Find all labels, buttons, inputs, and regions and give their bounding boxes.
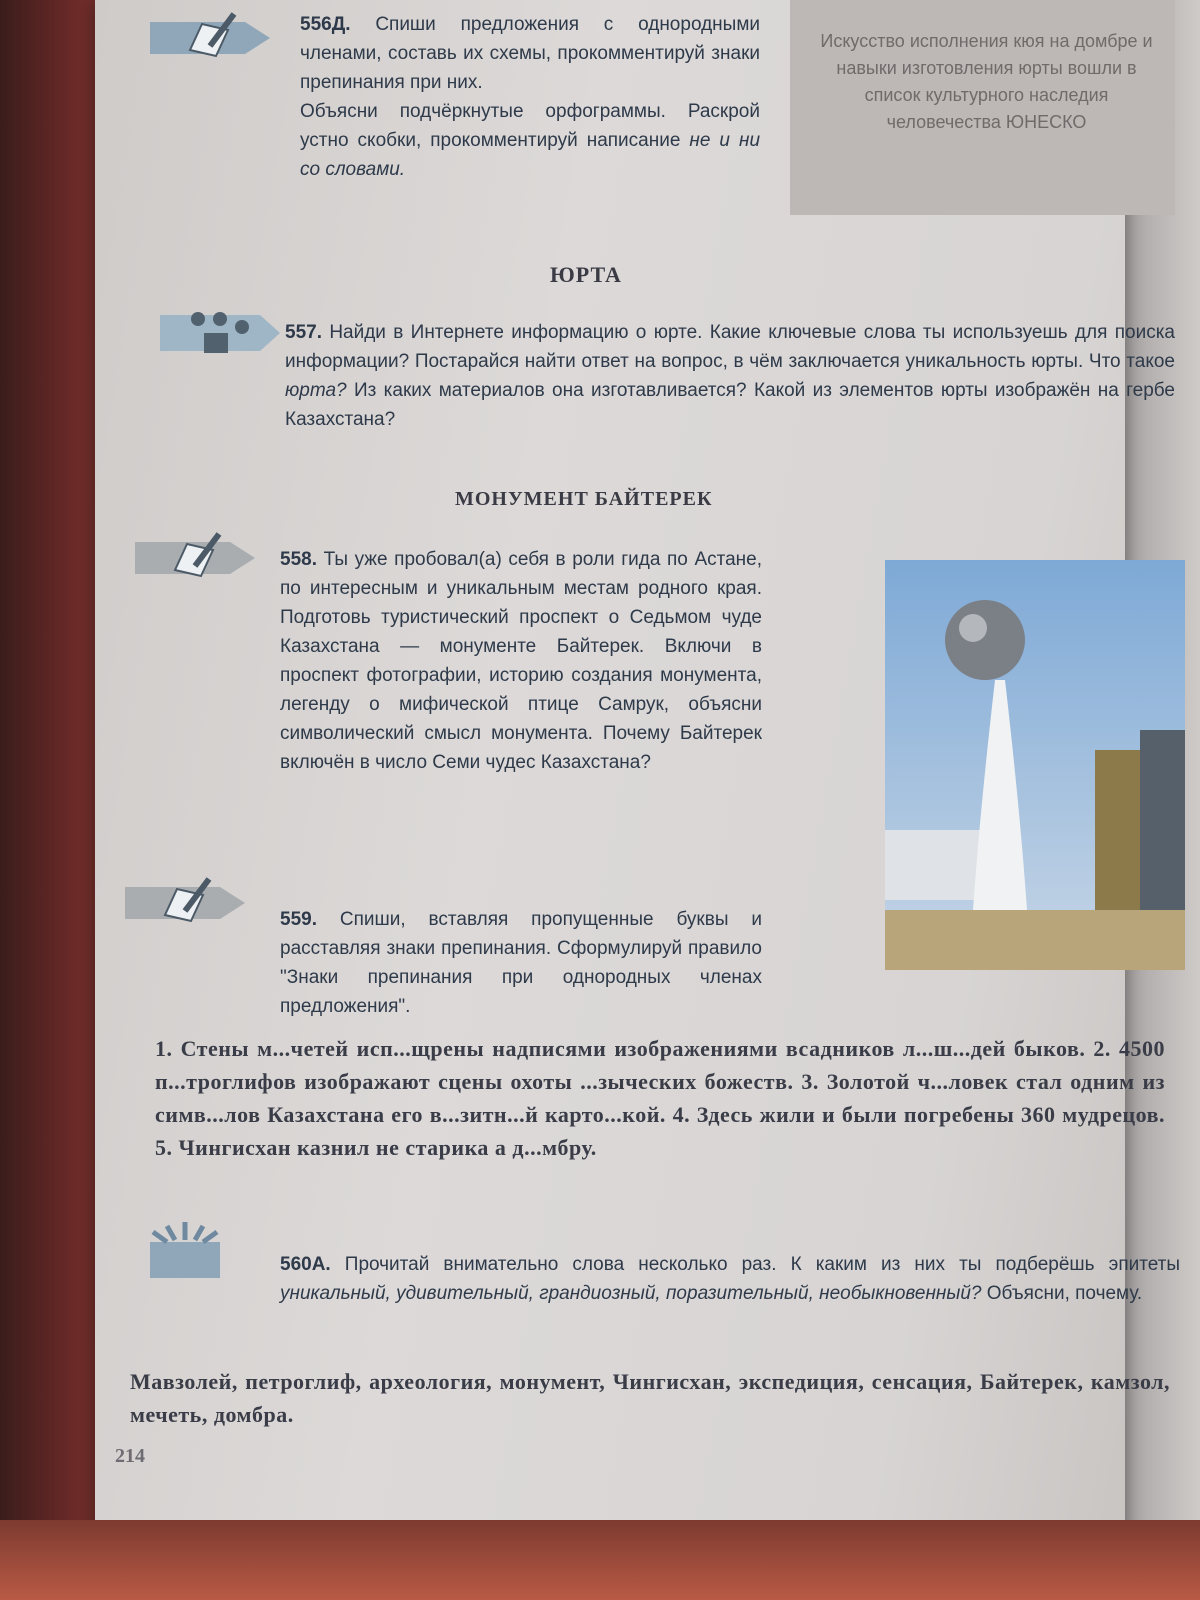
exercise-text: Спиши, вставляя пропущенные буквы и расставляя знаки препинания. Сформулируй правило "Знаки препинания при однородных членах предложения". [280,909,762,1017]
exercise-text-italic: юрта? [285,380,347,401]
exercise-text-italic: уникальный, удивительный, грандиозный, поразительный, необыкновенный? [280,1283,982,1304]
exercise-557 [285,318,1175,434]
exercise-number: 560А. [280,1254,331,1275]
reading-task-icon [145,1220,225,1280]
exercise-text-end: Объясни, почему. [986,1283,1143,1304]
info-box [790,0,1175,215]
exercise-560-words: Мавзолей, петроглиф, археология, монумент, Чингисхан, экспедиция, сенсация, Байтерек, камзол, мечеть, домбра. [130,1369,1170,1427]
page-number: 214 [115,1445,145,1467]
heading-baiterek: МОНУМЕНТ БАЙТЕРЕК [455,488,713,510]
heading-yurta: ЮРТА [550,262,622,287]
exercise-556 [300,10,760,184]
exercise-text: Ты уже пробовал(а) себя в роли гида по Астане, по интересным и уникальным местам родного края. Подготовь туристический проспект о Седьмом чуде Казахстана — монументе Байтерек. Включи в проспект фотографии, историю создания монумента, легенду о мифической птице Самрук, объясни символический смысл монумента. Почему Байтерек включён в число Семи чудес Казахстана? [280,549,763,773]
exercise-number: 556Д. [300,14,351,35]
exercise-text-end: Из каких материалов она изготавливается? Какой из элементов юрты изображён на гербе Казахстана? [285,380,1176,430]
exercise-number: 559. [280,909,317,930]
exercise-text: Прочитай внимательно слова несколько раз. К каким из них ты подберёшь эпитеты [344,1254,1181,1275]
book-cover-bottom [0,1520,1200,1600]
info-box-text: Искусство исполнения кюя на домбре и навыки изготовления юрты вошли в список культурного наследия человечества ЮНЕСКО [820,31,1153,132]
exercise-number: 557. [285,322,322,343]
exercise-text-2: Объясни подчёркнутые орфограммы. Раскрой устно скобки, прокомментируй написание [300,101,760,151]
exercise-text-italic: не и ни со словами. [300,130,761,180]
exercise-559 [280,905,762,1021]
internet-search-icon [160,305,280,361]
textbook-page [95,0,1181,1545]
exercise-text: Спиши предложения с однородными членами, составь их схемы, прокомментируй знаки препинания при них. [300,14,761,93]
baiterek-photo [885,560,1185,970]
exercise-number: 558. [280,549,317,570]
exercise-text: Найди в Интернете информацию о юрте. Какие ключевые слова ты используешь для поиска информации? Постарайся найти ответ на вопрос, в чём заключается уникальность юрты. Что такое [285,322,1175,372]
exercise-559-sentences: 1. Стены м...четей исп...щрены надписями изображениями всадников л...ш...дей быков. 2. 4500 п...троглифов изображают сцены охоты ...зыческих божеств. 3. Золотой ч...ловек стал одним из симв...лов Казахстана его в...зитн...й карто...кой. 4. Здесь жили и были погребены 360 мудрецов. 5. Чингисхан казнил не старика а д...мбру. [155,1036,1165,1160]
writing-task-icon [150,10,270,66]
writing-task-icon [125,875,245,931]
writing-task-icon [135,530,255,586]
exercise-558 [280,545,762,777]
exercise-560 [280,1250,1180,1308]
